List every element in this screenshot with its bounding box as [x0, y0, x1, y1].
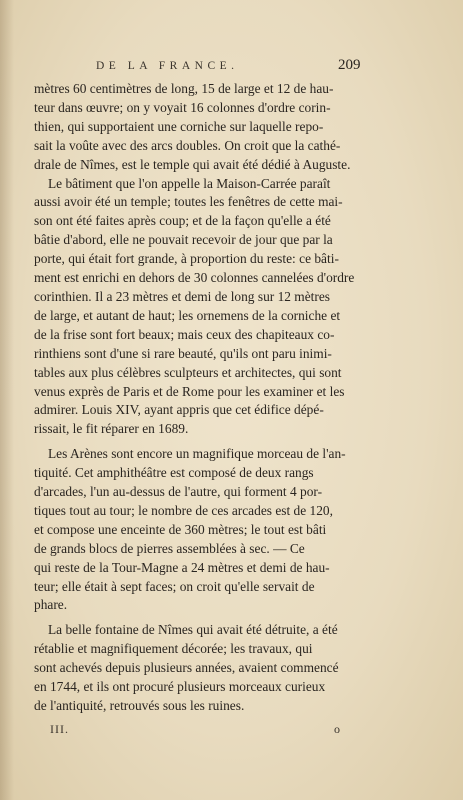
text-line: tiques tout au tour; le nombre de ces arcades est de 120, [34, 502, 333, 518]
text-line: rétablie et magnifiquement décorée; les travaux, qui [34, 641, 313, 657]
text-line: La belle fontaine de Nîmes qui avait été détruite, a été [48, 622, 338, 638]
page-number: 209 [338, 57, 361, 73]
text-line: teur dans œuvre; on y voyait 16 colonnes d'ordre corin- [34, 99, 331, 115]
sheet-mark: o [334, 722, 340, 736]
text-line: tiquité. Cet amphithéâtre est composé de deux rangs [34, 465, 314, 481]
text-line: venus exprès de Paris et de Rome pour les examiner et les [34, 383, 345, 399]
text-line: aussi avoir été un temple; toutes les fenêtres de cette mai- [34, 194, 343, 210]
page-header [0, 57, 463, 80]
text-line: thien, qui supportaient une corniche sur laquelle repo- [34, 118, 324, 134]
text-line: de la frise sont fort beaux; mais ceux des chapiteaux co- [34, 326, 335, 342]
text-line: admirer. Louis XIV, ayant appris que cet édifice dépé- [34, 402, 324, 418]
text-line: bâtie d'abord, elle ne pouvait recevoir de jour que par la [34, 232, 333, 248]
text-line: d'arcades, l'un au-dessus de l'autre, qui forment 4 por- [34, 484, 323, 500]
text-line: sont achevés depuis plusieurs années, avaient commencé [34, 660, 339, 676]
text-line: et compose une enceinte de 360 mètres; le tout est bâti [34, 521, 327, 537]
text-line: porte, qui était fort grande, à proportion du reste: ce bâti- [34, 251, 339, 267]
text-line: teur; elle était à sept faces; on croit qu'elle servait de [34, 578, 315, 594]
text-line: qui reste de la Tour-Magne a 24 mètres et demi de hau- [34, 559, 330, 575]
running-head: DE LA FRANCE. [96, 60, 239, 72]
paragraph-maison-carree [34, 175, 418, 440]
text-line: de l'antiquité, retrouvés sous les ruines. [34, 698, 245, 713]
text-line: Les Arènes sont encore un magnifique morceau de l'an- [48, 446, 346, 462]
paragraph-arenes [34, 445, 418, 615]
text-line: ment est enrichi en dehors de 30 colonnes cannelées d'ordre [34, 270, 355, 286]
text-line: Le bâtiment que l'on appelle la Maison-Carrée paraît [48, 175, 331, 191]
text-line: en 1744, et ils ont procuré plusieurs morceaux curieux [34, 679, 326, 695]
text-line: rinthiens sont d'une si rare beauté, qu'ils ont paru inimi- [34, 345, 332, 361]
body-text [34, 80, 418, 716]
paragraph-temple-nimes [34, 80, 418, 175]
text-line: son ont été faites après coup; et de la façon qu'elle a été [34, 213, 331, 229]
spine-shadow [0, 0, 14, 800]
paragraph-fontaine [34, 621, 418, 716]
text-line: phare. [34, 597, 68, 613]
page-footer [0, 722, 463, 742]
text-line: corinthien. Il a 23 mètres et demi de long sur 12 mètres [34, 288, 330, 304]
text-line: de grands blocs de pierres assemblées à sec. — Ce [34, 540, 305, 556]
text-line: rissait, le fit réparer en 1689. [34, 421, 189, 437]
text-line: sait la voûte avec des arcs doubles. On croit que la cathé- [34, 137, 341, 153]
text-line: mètres 60 centimètres de long, 15 de large et 12 de hau- [34, 81, 334, 96]
text-line: de large, et autant de haut; les ornemens de la corniche et [34, 307, 341, 323]
signature-mark: III. [50, 722, 69, 736]
text-line: tables aux plus célèbres sculpteurs et architectes, qui sont [34, 364, 342, 380]
text-line: drale de Nîmes, est le temple qui avait été dédié à Auguste. [34, 156, 351, 172]
